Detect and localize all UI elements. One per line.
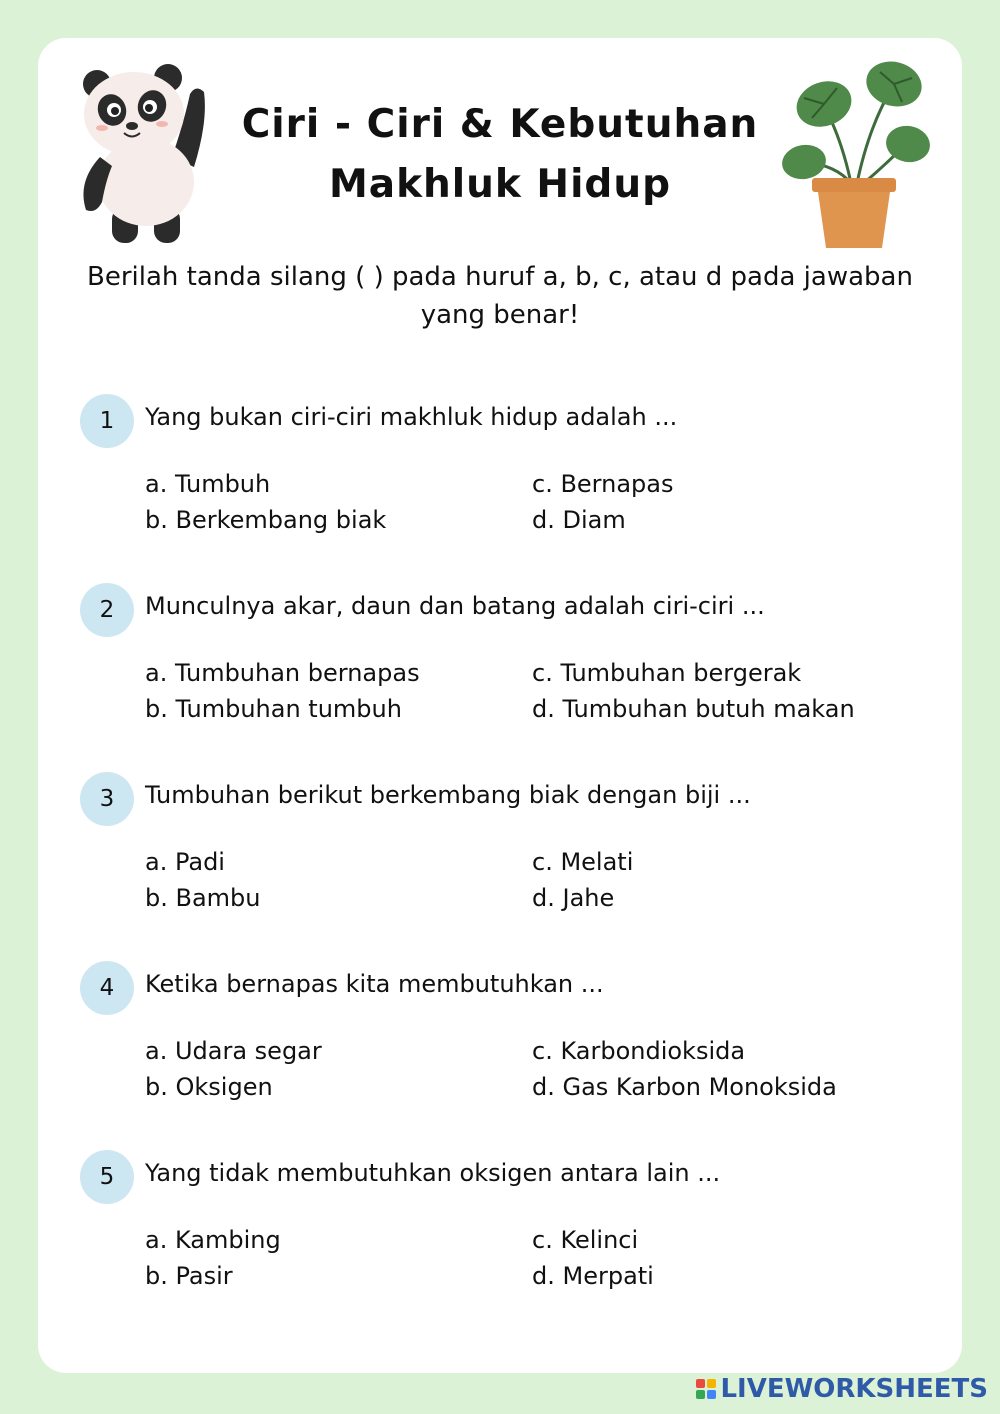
question-number-badge: 3 [80, 772, 134, 826]
question-number-badge: 1 [80, 394, 134, 448]
option-c[interactable]: c. Tumbuhan bergerak [532, 659, 802, 687]
panda-icon [72, 62, 212, 247]
question-text: Tumbuhan berikut berkembang biak dengan biji ... [145, 781, 751, 809]
option-d[interactable]: d. Merpati [532, 1262, 654, 1290]
title-line-2: Makhluk Hidup [328, 162, 672, 207]
option-b[interactable]: b. Tumbuhan tumbuh [145, 695, 402, 723]
question-number-badge: 2 [80, 583, 134, 637]
question-text: Yang tidak membutuhkan oksigen antara lain ... [145, 1159, 721, 1187]
option-d[interactable]: d. Jahe [532, 884, 615, 912]
option-d[interactable]: d. Tumbuhan butuh makan [532, 695, 855, 723]
option-b[interactable]: b. Pasir [145, 1262, 233, 1290]
question-number-badge: 4 [80, 961, 134, 1015]
question-text: Ketika bernapas kita membutuhkan ... [145, 970, 604, 998]
question-text: Yang bukan ciri-ciri makhluk hidup adalah ... [145, 403, 678, 431]
option-c[interactable]: c. Kelinci [532, 1226, 639, 1254]
potted-plant-icon [782, 58, 932, 250]
logo-grid-icon [696, 1379, 716, 1399]
option-a[interactable]: a. Udara segar [145, 1037, 322, 1065]
option-a[interactable]: a. Kambing [145, 1226, 281, 1254]
instruction-text: Berilah tanda silang ( ) pada huruf a, b, c, atau d pada jawaban yang benar! [87, 262, 913, 330]
option-c[interactable]: c. Karbondioksida [532, 1037, 746, 1065]
option-a[interactable]: a. Tumbuh [145, 470, 271, 498]
liveworksheets-logo[interactable] [696, 1374, 988, 1404]
option-c[interactable]: c. Bernapas [532, 470, 674, 498]
question-number-badge: 5 [80, 1150, 134, 1204]
option-b[interactable]: b. Berkembang biak [145, 506, 387, 534]
option-b[interactable]: b. Oksigen [145, 1073, 273, 1101]
worksheet-title [200, 95, 800, 215]
option-c[interactable]: c. Melati [532, 848, 634, 876]
option-a[interactable]: a. Tumbuhan bernapas [145, 659, 420, 687]
option-d[interactable]: d. Diam [532, 506, 626, 534]
question-text: Munculnya akar, daun dan batang adalah ciri-ciri ... [145, 592, 765, 620]
title-line-1: Ciri - Ciri & Kebutuhan [241, 102, 759, 147]
option-b[interactable]: b. Bambu [145, 884, 261, 912]
option-d[interactable]: d. Gas Karbon Monoksida [532, 1073, 837, 1101]
option-a[interactable]: a. Padi [145, 848, 225, 876]
brand-name: LIVEWORKSHEETS [720, 1374, 988, 1404]
